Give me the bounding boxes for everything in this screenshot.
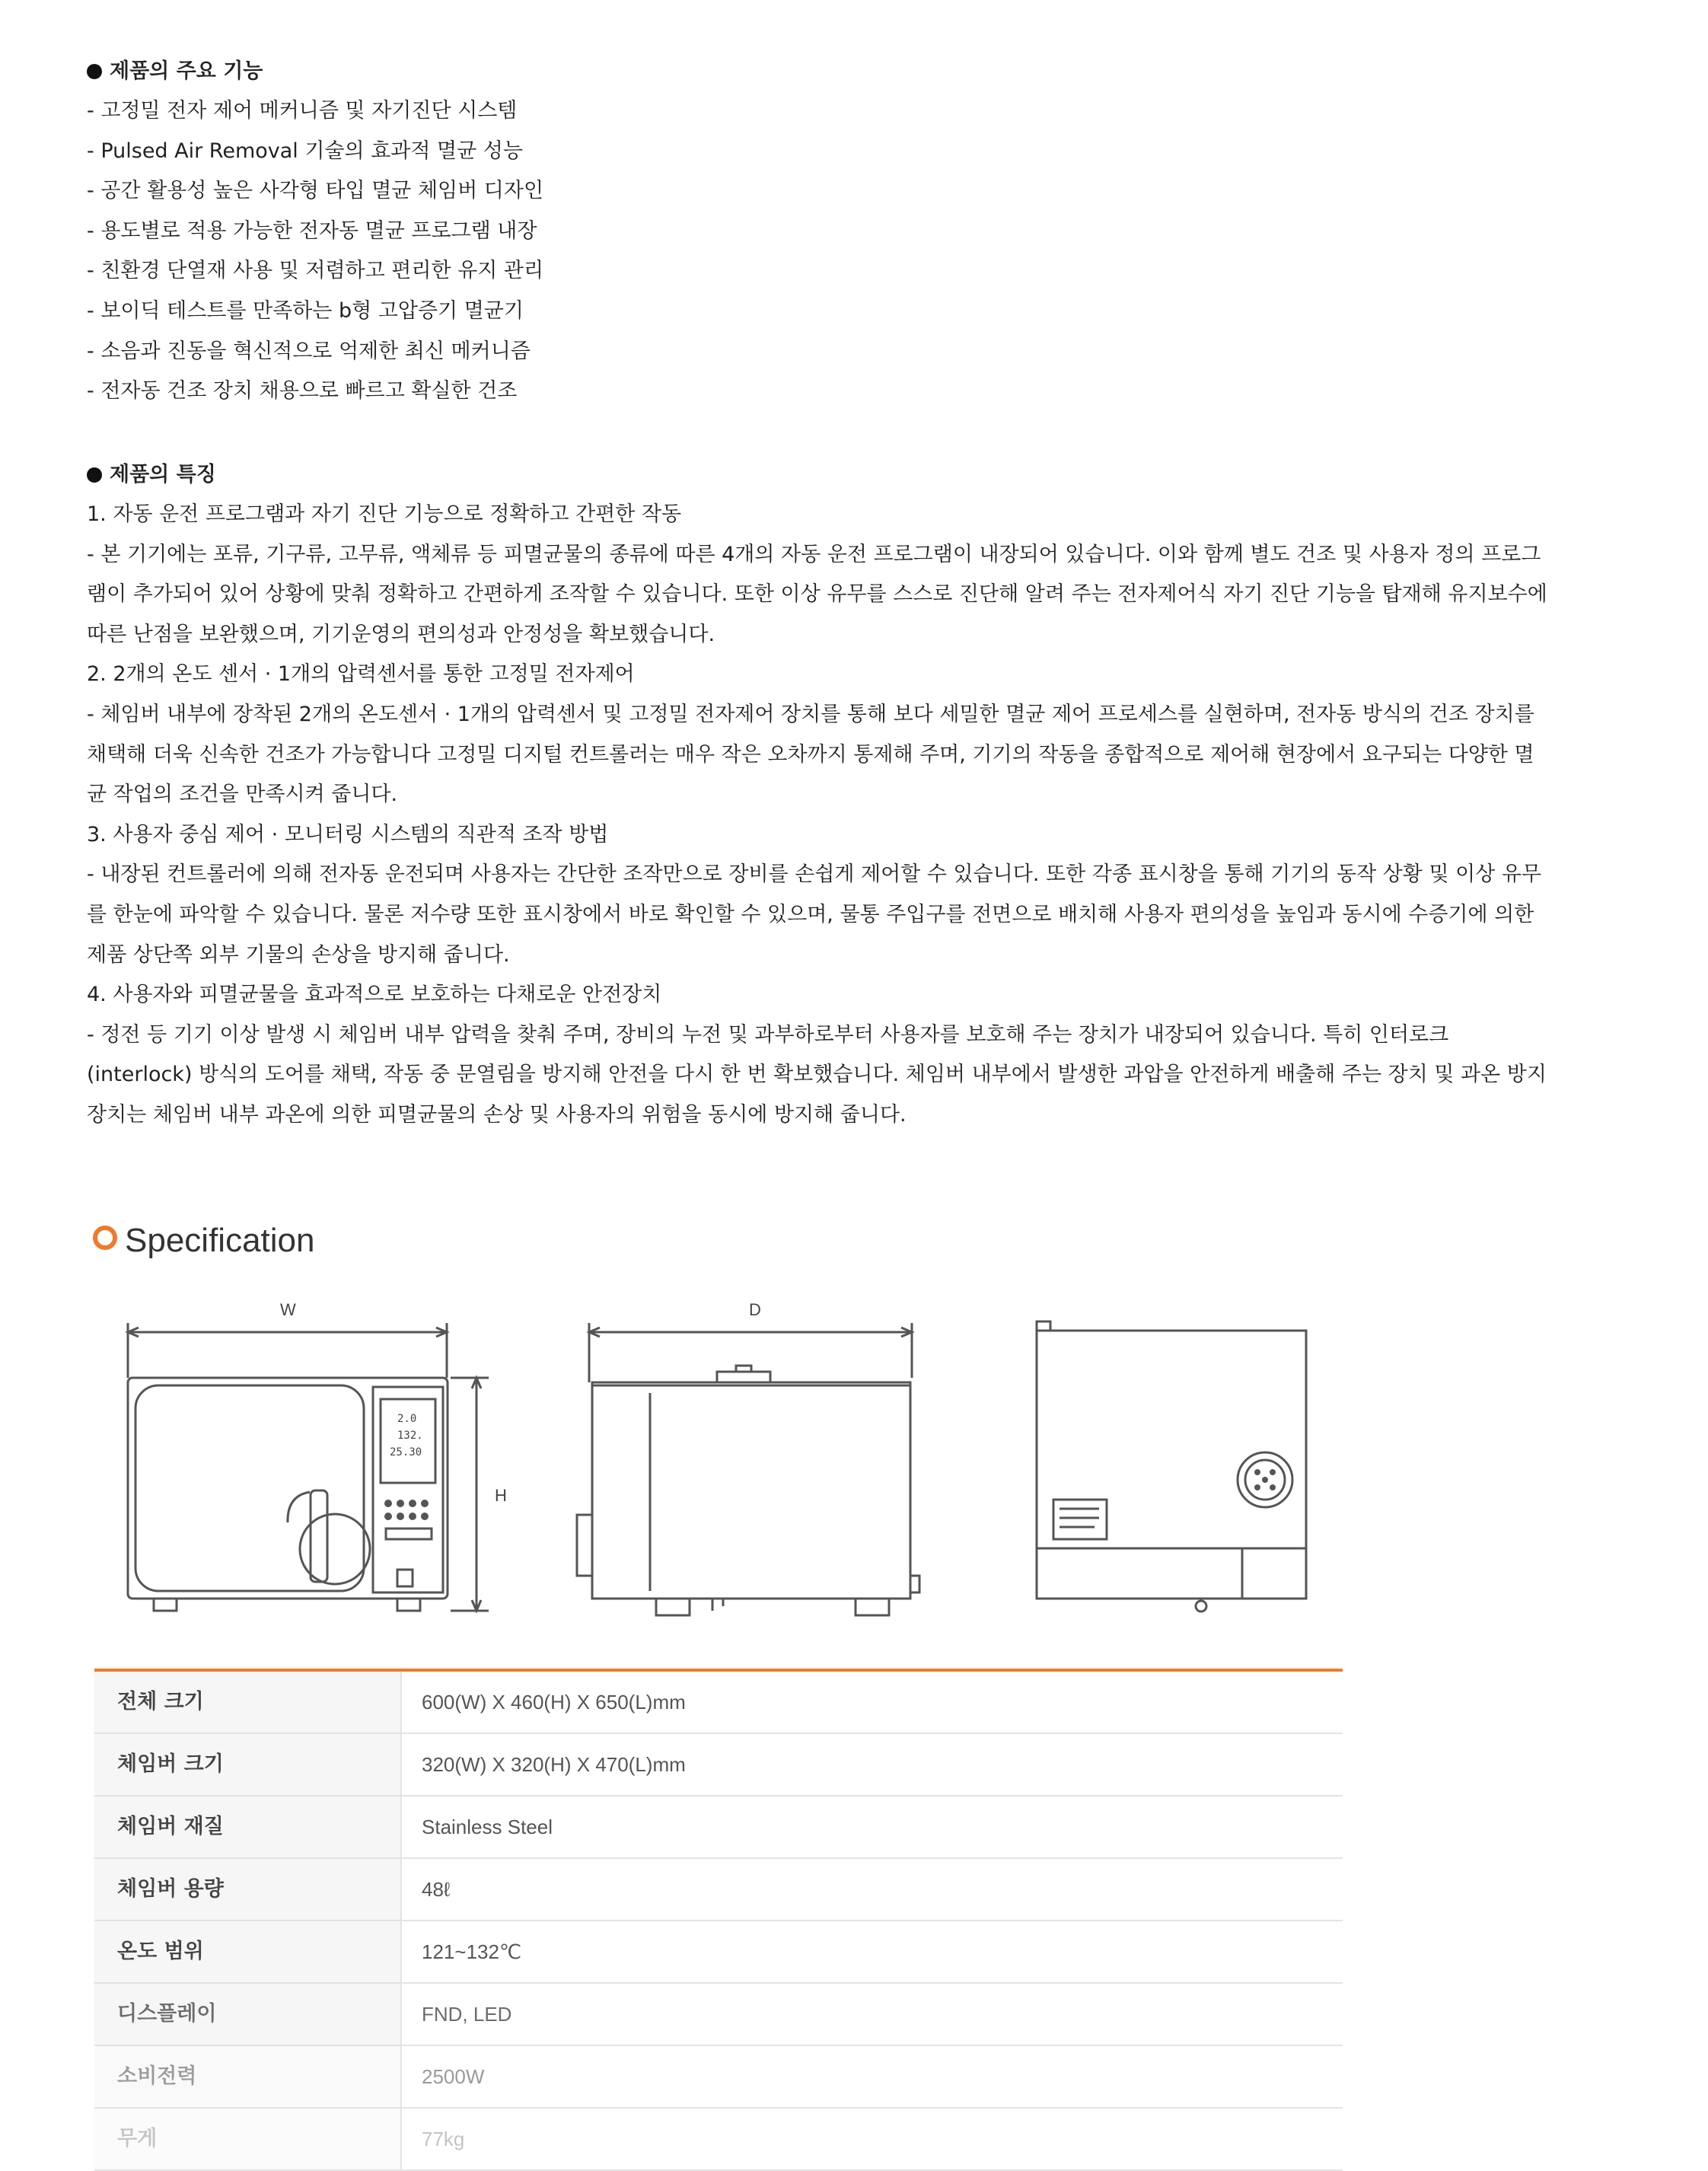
spec-value: 2500W	[422, 2065, 485, 2088]
characteristic-heading: 2. 2개의 온도 센서 · 1개의 압력센서를 통한 고정밀 전자제어	[87, 662, 635, 687]
spec-value: Stainless Steel	[422, 1816, 553, 1838]
dim-h-label: H	[495, 1486, 507, 1505]
spec-value: FND, LED	[422, 2003, 512, 2026]
specification-heading-text: Specification	[125, 1222, 315, 1259]
feature-item: - 공간 활용성 높은 사각형 타입 멸균 체임버 디자인	[87, 179, 544, 203]
characteristics-title	[87, 455, 1579, 495]
side-view	[577, 1323, 919, 1615]
display-readout-2: 132.	[397, 1430, 423, 1442]
spec-label: 전체 크기	[94, 1672, 402, 1733]
characteristic-text: - 내장된 컨트롤러에 의해 전자동 운전되며 사용자는 간단한 조작만으로 장비를 손쉽게 제어할 수 있습니다. 또한 각종 표시창을 통해 기기의 동작 상황 및 이상 유무	[87, 862, 1542, 887]
characteristic-heading: 3. 사용자 중심 제어 · 모니터링 시스템의 직관적 조작 방법	[87, 822, 609, 846]
bullet-icon	[87, 64, 102, 79]
features-title-text: 제품의 주요 기능	[110, 59, 263, 83]
specification-heading	[93, 1222, 314, 1267]
characteristic-text: 따른 난점을 보완했으며, 기기운영의 편의성과 안정성을 확보했습니다.	[87, 622, 715, 646]
product-dimension-drawing	[93, 1286, 1341, 1637]
dim-d-label: D	[749, 1300, 761, 1319]
spec-label: 무게	[94, 2109, 402, 2169]
feature-item: - 친환경 단열재 사용 및 저렴하고 편리한 유지 관리	[87, 259, 544, 283]
table-row	[94, 1984, 1343, 2046]
spec-label: 온도 범위	[94, 1921, 402, 1982]
display-readout-3: 25.30	[390, 1446, 422, 1458]
spec-value: 320(W) X 320(H) X 470(L)mm	[422, 1753, 686, 1776]
display-readout-1: 2.0	[397, 1413, 417, 1425]
features-title	[87, 52, 1579, 91]
characteristic-text: 램이 추가되어 있어 상황에 맞춰 정확하고 간편하게 조작할 수 있습니다. 또한 이상 유무를 스스로 진단해 알려 주는 전자제어식 자기 진단 기능을 탑재해 유지보수에	[87, 582, 1547, 607]
characteristic-text: 를 한눈에 파악할 수 있습니다. 물론 저수량 또한 표시창에서 바로 확인할 수 있으며, 물통 주입구를 전면으로 배치해 사용자 편의성을 높임과 동시에 수증기에 의한	[87, 902, 1534, 926]
table-row	[94, 2046, 1343, 2109]
feature-item: - 용도별로 적용 가능한 전자동 멸균 프로그램 내장	[87, 218, 537, 243]
spec-label: 체임버 재질	[94, 1796, 402, 1857]
spec-label: 체임버 크기	[94, 1734, 402, 1795]
spec-label: 체임버 용량	[94, 1859, 402, 1920]
characteristic-heading: 4. 사용자와 피멸균물을 효과적으로 보호하는 다채로운 안전장치	[87, 983, 662, 1007]
table-row	[94, 2109, 1343, 2171]
feature-item: - 전자동 건조 장치 채용으로 빠르고 확실한 건조	[87, 379, 518, 403]
back-view	[1037, 1321, 1306, 1612]
front-view	[128, 1323, 489, 1611]
characteristic-text: (interlock) 방식의 도어를 채택, 작동 중 문열림을 방지해 안전을 다시 한 번 확보했습니다. 체임버 내부에서 발생한 과압을 안전하게 배출해 주는 장치 및 과온 방지	[87, 1063, 1547, 1087]
bullet-icon	[87, 467, 102, 483]
feature-item: - Pulsed Air Removal 기술의 효과적 멸균 성능	[87, 139, 523, 163]
feature-item: - 보이딕 테스트를 만족하는 b형 고압증기 멸균기	[87, 298, 524, 323]
feature-item: - 고정밀 전자 제어 메커니즘 및 자기진단 시스템	[87, 99, 518, 123]
table-row	[94, 1734, 1343, 1796]
dim-w-label: W	[280, 1300, 296, 1319]
spec-label: 소비전력	[94, 2046, 402, 2107]
characteristics-title-text: 제품의 특징	[110, 463, 216, 486]
characteristic-text: 장치는 체임버 내부 과온에 의한 피멸균물의 손상 및 사용자의 위험을 동시에 방지해 줍니다.	[87, 1102, 907, 1127]
characteristic-text: - 체임버 내부에 장착된 2개의 온도센서 · 1개의 압력센서 및 고정밀 전자제어 장치를 통해 보다 세밀한 멸균 제어 프로세스를 실현하며, 전자동 방식의 건조 장치를	[87, 702, 1534, 726]
characteristic-text: 제품 상단쪽 외부 기물의 손상을 방지해 줍니다.	[87, 942, 510, 967]
characteristic-text: 균 작업의 조건을 만족시켜 줍니다.	[87, 783, 398, 807]
circle-bullet-icon	[93, 1226, 117, 1250]
specification-table	[94, 1669, 1343, 2171]
characteristic-text: - 정전 등 기기 이상 발생 시 체임버 내부 압력을 찾춰 주며, 장비의 누전 및 과부하로부터 사용자를 보호해 주는 장치가 내장되어 있습니다. 특히 인터로크	[87, 1022, 1449, 1047]
spec-value: 600(W) X 460(H) X 650(L)mm	[422, 1691, 686, 1714]
spec-value: 121~132℃	[422, 1940, 522, 1963]
feature-item: - 소음과 진동을 혁신적으로 억제한 최신 메커니즘	[87, 339, 531, 363]
characteristics-section	[87, 455, 1579, 1136]
table-row	[94, 1921, 1343, 1984]
characteristic-text: 채택해 더욱 신속한 건조가 가능합니다 고정밀 디지털 컨트롤러는 매우 작은 오차까지 통제해 주며, 기기의 작동을 종합적으로 제어해 현장에서 요구되는 다양한 멸	[87, 742, 1534, 767]
characteristic-text: - 본 기기에는 포류, 기구류, 고무류, 액체류 등 피멸균물의 종류에 따른 4개의 자동 운전 프로그램이 내장되어 있습니다. 이와 함께 별도 건조 및 사용자 정의 프로그	[87, 542, 1541, 566]
spec-value: 77kg	[422, 2128, 465, 2150]
features-section	[87, 52, 1579, 412]
spec-value: 48ℓ	[422, 1878, 451, 1901]
characteristic-heading: 1. 자동 운전 프로그램과 자기 진단 기능으로 정확하고 간편한 작동	[87, 502, 682, 526]
table-row	[94, 1672, 1343, 1734]
spec-label: 디스플레이	[94, 1984, 402, 2045]
table-row	[94, 1796, 1343, 1859]
table-row	[94, 1859, 1343, 1921]
